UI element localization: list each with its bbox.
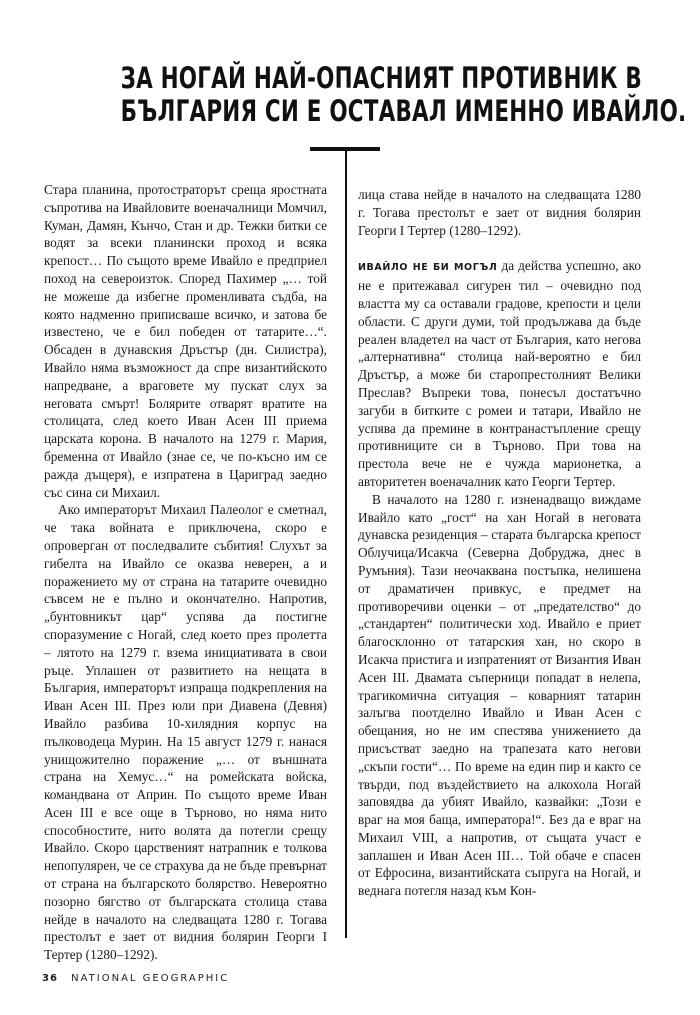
pull-quote-line-1: ЗА НОГАЙ НАЙ-ОПАСНИЯТ ПРОТИВНИК В	[120, 61, 642, 95]
pull-quote-line-2: БЪЛГАРИЯ СИ Е ОСТАВАЛ ИМЕННО ИВАЙЛО.	[120, 94, 687, 128]
page-number: 36	[42, 973, 58, 984]
column-divider-line	[345, 148, 347, 938]
body-paragraph-continued: лица става нейде в началото на следващата 1280 г. Тогава престолът е зает от видния болярин Георги I Тертер (1280–1292).	[358, 187, 641, 238]
magazine-name: NATIONAL GEOGRAPHIC	[71, 973, 230, 984]
body-paragraph	[358, 257, 641, 490]
body-paragraph: Стара планина, протостраторът среща яростната съпротива на Ивайловите военачалници Момчил, Куман, Дамян, Кънчо, Стан и др. Тежки битки се водят за всеки планински проход и всяка крепост… По същото време Ивайло е предприел поход на североизток. Според Пахимер „… той не можеше да избегне променливата съдба, на която надменно приписваше всичко, и затова бе известено, че е бил победен от татарите…“. Обсаден в дунавския Дръстър (дн. Силистра), Ивайло няма възможност да спре византийското напредване, а враговете му пускат слух за неговата смърт! Болярите отварят вратите на столицата, след което Иван Асен III приема царската корона. В началото на 1279 г. Мария, бременна от Ивайло (знае се, че по-късно им се ражда дъщеря), е изпратена в Цариград заедно със сина си Михаил.	[44, 182, 327, 500]
section-lead-in: ИВАЙЛО НЕ БИ МОГЪЛ	[358, 262, 498, 274]
page-footer	[42, 973, 229, 984]
section-text: да действа успешно, ако не е притежавал сигурен тил – очевидно под властта му са оставали градове, крепости и цели области. С други думи, той продължава да бъде реален владетел на част от България, като негова „алтернативна“ столица най-вероятно е бил Дръстър, а може би старопрестолният Велики Преслав? Въпреки това, понесъл достатъчно загуби в битките с ромеи и татари, Ивайло не успява да премине в контранастъпление срещу противниците си в Търново. При това на престола вече не е чужда марионетка, а авторитетен военачалник като Георги Тертер.	[358, 258, 641, 489]
right-column	[358, 186, 641, 900]
pull-quote	[120, 61, 687, 128]
body-paragraph: В началото на 1280 г. изненадващо виждаме Ивайло като „гост“ на хан Ногай в неговата дунавска резиденция – старата българска крепост Облучица/Исакча (Северна Добруджа, днес в Румъния). Тази неочаквана постъпка, нелишена от драматичен привкус, е предмет на противоречиви оценки – от „предателство“ до „стандартен“ политически ход. Ивайло е приет благосклонно от татарския хан, но скоро в Исакча пристига и изпратеният от Византия Иван Асен III. Двамата съперници попадат в нелепа, трагикомична ситуация – коварният татарин залъгва поотделно Ивайло и Иван Асен с обещания, но не им спестява унижението да присъстват заедно на трапезата като негови „скъпи гости“… По време на един пир и както се твърди, под въздействието на алкохола Ногай заповядва да убият Ивайло, казвайки: „Този е враг на моя баща, императора!“. Без да е враг на Михаил VIII, а напротив, от същата участ е заплашен и Иван Асен III… Той обаче е спасен от Ефросина, византийската съпруга на Ногай, и веднага потегля назад към Кон-	[358, 491, 641, 899]
left-column	[44, 181, 327, 964]
body-paragraph: Ако императорът Михаил Палеолог е сметнал, че така войната е приключена, скоро е опроверган от последвалите събития! Слухът за гибелта на Ивайло се оказва неверен, а и поражението му от страна на татарите очевидно съвсем не е пълно и окончателно. Напротив, „бунтовникът цар“ успява да постигне споразумение с Ногай, след което през пролетта – лятото на 1279 г. взема инициативата в свои ръце. Уплашен от развитието на нещата в България, императорът изпраща подкрепления на Иван Асен III. През юли при Диавена (Девня) Ивайло разбива 10-хилядния корпус на пълководеца Мурин. На 15 август 1279 г. нанася унищожително поражение „… от външната страна на Хемус…“ на ромейската войска, командвана от Априн. По същото време Иван Асен III е все още в Търново, но няма нито способностите, нито волята да потегли срещу Ивайло. Скоро царственият натрапник е толкова непопулярен, че се страхува да не бъде превърнат от страна на българското болярство. Невероятно позорно бягство от българската столица става нейде в началото на следващата 1280 г. Тогава престолът е зает от видния болярин Георги I Тертер (1280–1292).	[44, 502, 327, 963]
